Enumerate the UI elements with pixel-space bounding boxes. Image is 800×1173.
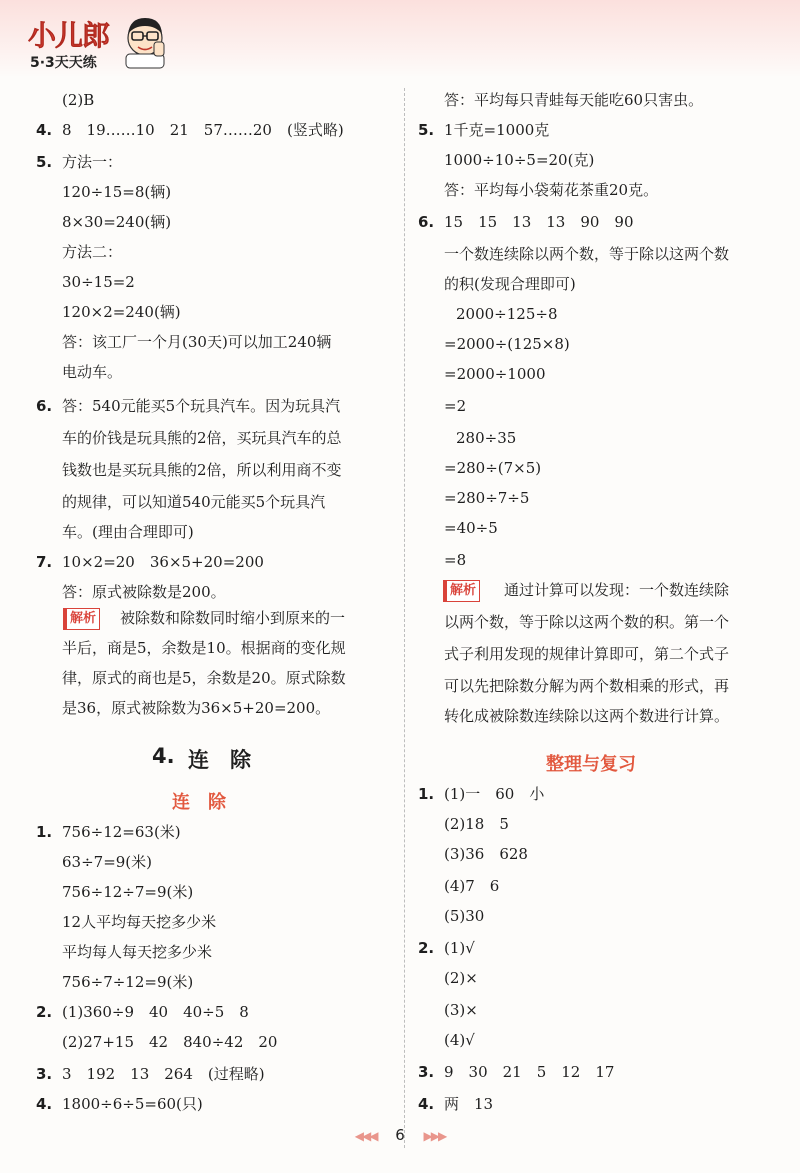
answer-line: 答：平均每只青蛙每天能吃60只害虫。 [444,91,704,109]
answer-line: 答：该工厂一个月(30天)可以加工240辆 [62,333,332,351]
right-arrows-icon: ▶▶▶ [423,1129,446,1143]
brand-title: 小儿郎 [28,19,110,52]
question-number: 2. [418,939,435,957]
question-number: 4. [36,1095,53,1113]
answer-line: 答：平均每小袋菊花茶重20克。 [444,181,659,199]
analysis-line: 可以先把除数分解为两个数相乘的形式，再 [444,677,730,695]
answer-line: 车的价钱是玩具熊的2倍，买玩具汽车的总 [62,429,342,447]
answer-line: (2)18 5 [444,815,509,833]
answer-line: 车。(理由合理即可) [62,523,194,541]
answer-line: (4)√ [444,1031,475,1049]
answer-line: 方法二： [62,243,123,261]
answer-line: =2000÷1000 [444,365,546,383]
page-footer [0,1126,800,1150]
subsection-title: 连 除 [172,792,226,813]
question-number: 1. [418,785,435,803]
answer-line: 756÷12=63(米) [62,823,181,841]
question-number: 4. [36,121,53,139]
answer-line: 15 15 13 13 90 90 [444,213,634,231]
answer-line: (4)7 6 [444,877,500,895]
question-number: 7. [36,553,53,571]
answer-line: 10×2=20 36×5+20=200 [62,553,264,571]
page-number: 6 [395,1126,405,1144]
answer-line: =2000÷(125×8) [444,335,570,353]
section-title: 连 除 [188,748,251,772]
analysis-line: 律，原式的商也是5，余数是20。原式除数 [62,669,346,687]
review-section-title: 整理与复习 [546,754,636,775]
answer-line: 63÷7=9(米) [62,853,153,871]
answer-line: (2)× [444,969,478,987]
question-number: 4. [418,1095,435,1113]
question-number: 6. [36,397,53,415]
answer-line: 的规律，可以知道540元能买5个玩具汽 [62,493,326,511]
question-number: 5. [36,153,53,171]
answer-line: 答：原式被除数是200。 [62,583,226,601]
answer-line: (2)B [62,91,95,109]
question-number: 3. [418,1063,435,1081]
answer-line: 1000÷10÷5=20(克) [444,151,595,169]
column-divider [404,88,406,1148]
answer-line: =280÷7÷5 [444,489,530,507]
answer-line: =280÷(7×5) [444,459,542,477]
analysis-line: 通过计算可以发现：一个数连续除 [504,581,730,599]
answer-line: 12人平均每天挖多少米 [62,913,217,931]
answer-line: (3)× [444,1001,478,1019]
answer-line: 钱数也是买玩具熊的2倍，所以利用商不变 [62,461,342,479]
answer-line: 电动车。 [62,363,123,381]
answer-line: 一个数连续除以两个数，等于除以这两个数 [444,245,730,263]
answer-line: =40÷5 [444,519,498,537]
brand-subtitle: 5·3天天练 [30,55,97,71]
left-arrows-icon: ◀◀◀ [354,1129,377,1143]
analysis-tag: 解析 [446,580,480,602]
answer-line: (2)27+15 42 840÷42 20 [62,1033,278,1051]
analysis-tag: 解析 [66,608,100,630]
brand-logo [22,12,182,72]
answer-line: 2000÷125÷8 [456,305,558,323]
analysis-line: 被除数和除数同时缩小到原来的一 [120,609,346,627]
answer-line: (1)一 60 小 [444,785,545,803]
answer-line: (5)30 [444,907,485,925]
answer-line: (1)√ [444,939,475,957]
answer-line: =2 [444,397,467,415]
answer-line: 两 13 [444,1095,494,1113]
section-number: 4. [152,744,175,768]
answer-line: 30÷15=2 [62,273,135,291]
answer-line: (1)360÷9 40 40÷5 8 [62,1003,249,1021]
answer-line: 3 192 13 264 (过程略) [62,1065,265,1083]
question-number: 5. [418,121,435,139]
answer-line: =8 [444,551,467,569]
analysis-line: 以两个数，等于除以这两个数的积。第一个 [444,613,730,631]
question-number: 1. [36,823,53,841]
analysis-line: 是36，原式被除数为36×5+20=200。 [62,699,331,717]
analysis-line: 转化成被除数连续除以这两个数进行计算。 [444,707,730,725]
analysis-line: 式子利用发现的规律计算即可，第二个式子 [444,645,730,663]
answer-line: 答：540元能买5个玩具汽车。因为玩具汽 [62,397,341,415]
answer-line: 120÷15=8(辆) [62,183,172,201]
answer-line: 的积(发现合理即可) [444,275,576,293]
answer-line: 方法一： [62,153,123,171]
answer-line: 756÷7÷12=9(米) [62,973,194,991]
analysis-line: 半后，商是5，余数是10。根据商的变化规 [62,639,346,657]
question-number: 6. [418,213,435,231]
answer-line: 280÷35 [456,429,517,447]
answer-line: 1千克=1000克 [444,121,550,139]
answer-line: 8×30=240(辆) [62,213,172,231]
answer-line: 9 30 21 5 12 17 [444,1063,615,1081]
answer-line: 8 19……10 21 57……20 (竖式略) [62,121,344,139]
mascot-boy-icon [118,12,172,70]
question-number: 3. [36,1065,53,1083]
answer-line: 1800÷6÷5=60(只) [62,1095,203,1113]
answer-line: 平均每人每天挖多少米 [62,943,213,961]
answer-line: (3)36 628 [444,845,528,863]
answer-line: 120×2=240(辆) [62,303,181,321]
answer-line: 756÷12÷7=9(米) [62,883,194,901]
question-number: 2. [36,1003,53,1021]
